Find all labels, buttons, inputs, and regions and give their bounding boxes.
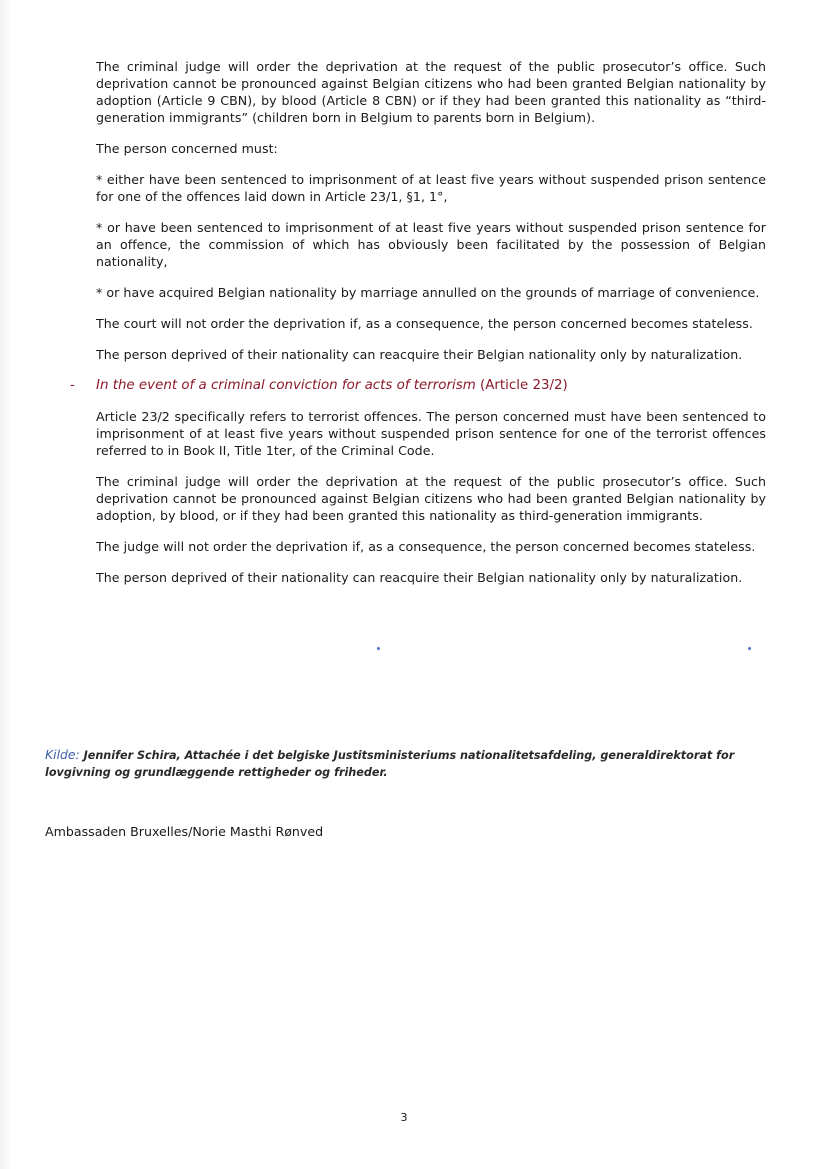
paragraph-condition-1: * either have been sentenced to imprisonment of at least five years without suspended prison sentence for one of the offences laid down in Article 23/1, §1, 1°, [96,172,766,204]
paragraph-reacquire: The person deprived of their nationality can reacquire their Belgian nationality only by naturalization. [96,347,743,362]
page-number: 3 [400,1111,408,1124]
scan-speck [377,647,380,650]
body-text [70,58,766,600]
paragraph-condition-2: * or have been sentenced to imprisonment of at least five years without suspended prison sentence for an offence, the commission of which has obviously been facilitated by the possession of Belgian nationality, [96,220,766,269]
source-text: Jennifer Schira, Attachée i det belgiske Justitsministeriums nationalitetsafdeling, generaldirektorat for lovgivning og grundlæggende rettigheder og friheder. [45,749,735,779]
paragraph-stateless-2: The judge will not order the deprivation if, as a consequence, the person concerned becomes stateless. [96,539,756,554]
scan-speck [748,647,751,650]
heading-article-ref: (Article 23/2) [480,378,568,393]
heading-dash: - [70,378,75,393]
paragraph-condition-3: * or have acquired Belgian nationality by marriage annulled on the grounds of marriage of convenience. [96,285,760,300]
source-label: Kilde: [45,747,80,762]
section-heading-terrorism [70,377,766,394]
paragraph-stateless: The court will not order the deprivation if, as a consequence, the person concerned becomes stateless. [96,316,753,331]
paragraph-deprivation-order-2: The criminal judge will order the deprivation at the request of the public prosecutor’s office. Such deprivation cannot be pronounced against Belgian citizens who had been granted Belgian nationality by adoption, by blood, or if they had been granted this nationality as third-generation immigrants. [96,474,766,523]
signature-line: Ambassaden Bruxelles/Norie Masthi Rønved [45,824,324,839]
source-note [45,746,745,781]
paragraph-article-23-2: Article 23/2 specifically refers to terrorist offences. The person concerned must have been sentenced to imprisonment of at least five years without suspended prison sentence for one of the terrorist offences referred to in Book II, Title 1ter, of the Criminal Code. [96,409,766,458]
heading-italic-text: In the event of a criminal conviction for acts of terrorism [96,378,476,393]
scan-margin-shade [0,0,12,1169]
paragraph-reacquire-2: The person deprived of their nationality can reacquire their Belgian nationality only by naturalization. [96,570,743,585]
paragraph-deprivation-order: The criminal judge will order the deprivation at the request of the public prosecutor’s office. Such deprivation cannot be pronounced against Belgian citizens who had been granted Belgian nationality by adoption (Article 9 CBN), by blood (Article 8 CBN) or if they had been granted this nationality as “third-generation immigrants” (children born in Belgium to parents born in Belgium). [96,59,766,125]
paragraph-person-must: The person concerned must: [96,141,278,156]
